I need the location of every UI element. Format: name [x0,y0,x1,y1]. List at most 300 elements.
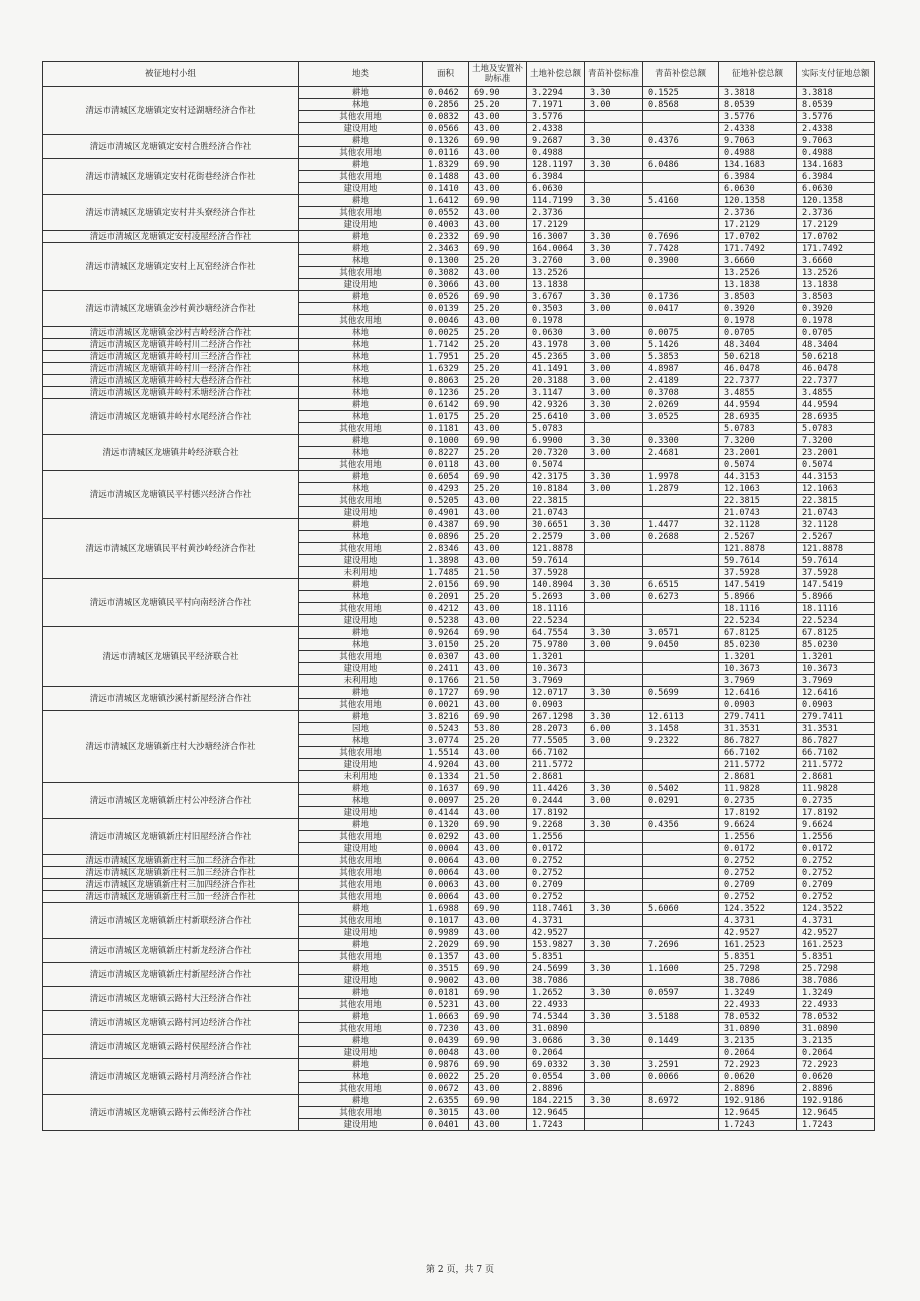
crop-standard-cell: 3.30 [585,1035,643,1047]
compensation-total-cell: 0.0172 [719,843,797,855]
land-standard-cell: 43.00 [469,543,527,555]
land-type-cell: 耕地 [299,783,423,795]
crop-standard-cell: 3.30 [585,963,643,975]
land-standard-cell: 43.00 [469,831,527,843]
land-type-cell: 耕地 [299,435,423,447]
crop-total-cell: 9.0450 [643,639,719,651]
crop-total-cell: 0.0291 [643,795,719,807]
crop-total-cell: 3.0525 [643,411,719,423]
area-cell: 0.0401 [423,1119,469,1131]
land-standard-cell: 43.00 [469,171,527,183]
area-cell: 0.1727 [423,687,469,699]
compensation-total-cell: 161.2523 [719,939,797,951]
actual-paid-cell: 31.3531 [797,723,875,735]
crop-total-cell [643,843,719,855]
land-type-cell: 耕地 [299,195,423,207]
area-cell: 1.8329 [423,159,469,171]
actual-paid-cell: 78.0532 [797,1011,875,1023]
village-group-cell: 清远市清城区龙塘镇井岭村水尾经济合作社 [43,399,299,435]
crop-total-cell [643,315,719,327]
actual-paid-cell: 3.5776 [797,111,875,123]
area-cell: 0.2411 [423,663,469,675]
table-row [43,339,875,351]
actual-paid-cell: 3.4855 [797,387,875,399]
crop-standard-cell: 3.30 [585,1095,643,1107]
land-total-cell: 6.3984 [527,171,585,183]
area-cell: 0.4212 [423,603,469,615]
crop-standard-cell [585,1047,643,1059]
compensation-total-cell: 1.3201 [719,651,797,663]
crop-standard-cell: 3.30 [585,579,643,591]
area-cell: 0.5231 [423,999,469,1011]
land-total-cell: 0.2064 [527,1047,585,1059]
area-cell: 0.1357 [423,951,469,963]
crop-standard-cell [585,171,643,183]
area-cell: 2.8346 [423,543,469,555]
land-total-cell: 7.1971 [527,99,585,111]
land-total-cell: 140.8904 [527,579,585,591]
land-total-cell: 4.3731 [527,915,585,927]
actual-paid-cell: 31.0890 [797,1023,875,1035]
land-type-cell: 耕地 [299,987,423,999]
land-total-cell: 42.9326 [527,399,585,411]
table-row [43,387,875,399]
area-cell: 0.7230 [423,1023,469,1035]
actual-paid-cell: 86.7827 [797,735,875,747]
crop-standard-cell [585,699,643,711]
compensation-total-cell: 3.4855 [719,387,797,399]
land-type-cell: 耕地 [299,627,423,639]
area-cell: 0.4144 [423,807,469,819]
compensation-total-cell: 279.7411 [719,711,797,723]
area-cell: 0.0307 [423,651,469,663]
land-type-cell: 林地 [299,639,423,651]
crop-total-cell [643,1119,719,1131]
land-total-cell: 30.6651 [527,519,585,531]
land-type-cell: 耕地 [299,231,423,243]
village-group-cell: 清远市清城区龙塘镇井岭村川二经济合作社 [43,339,299,351]
crop-standard-cell [585,423,643,435]
crop-standard-cell: 3.30 [585,159,643,171]
actual-paid-cell: 32.1128 [797,519,875,531]
crop-standard-cell [585,111,643,123]
land-type-cell: 其他农用地 [299,1023,423,1035]
village-group-cell: 清远市清城区龙塘镇定安村上瓦窑经济合作社 [43,243,299,291]
crop-total-cell: 0.3300 [643,435,719,447]
crop-standard-cell [585,975,643,987]
land-total-cell: 59.7614 [527,555,585,567]
land-standard-cell: 43.00 [469,603,527,615]
area-cell: 0.0116 [423,147,469,159]
crop-standard-cell: 3.00 [585,639,643,651]
crop-total-cell [643,267,719,279]
actual-paid-cell: 17.0702 [797,231,875,243]
land-type-cell: 未利用地 [299,675,423,687]
crop-total-cell: 7.7428 [643,243,719,255]
crop-standard-cell [585,663,643,675]
header-village-group: 被征地村小组 [43,62,299,87]
land-type-cell: 耕地 [299,939,423,951]
crop-total-cell [643,759,719,771]
land-type-cell: 林地 [299,375,423,387]
area-cell: 0.4293 [423,483,469,495]
table-row [43,903,875,915]
land-standard-cell: 43.00 [469,879,527,891]
crop-standard-cell: 3.00 [585,735,643,747]
land-type-cell: 其他农用地 [299,855,423,867]
actual-paid-cell: 17.8192 [797,807,875,819]
land-standard-cell: 69.90 [469,627,527,639]
land-total-cell: 2.8681 [527,771,585,783]
village-group-cell: 清远市清城区龙塘镇云路村大汪经济合作社 [43,987,299,1011]
actual-paid-cell: 1.3249 [797,987,875,999]
land-type-cell: 建设用地 [299,843,423,855]
land-standard-cell: 43.00 [469,123,527,135]
actual-paid-cell: 3.2135 [797,1035,875,1047]
crop-standard-cell [585,267,643,279]
compensation-total-cell: 25.7298 [719,963,797,975]
actual-paid-cell: 2.4338 [797,123,875,135]
land-standard-cell: 43.00 [469,975,527,987]
village-group-cell: 清远市清城区龙塘镇定安村凌屋经济合作社 [43,231,299,243]
crop-standard-cell: 3.30 [585,135,643,147]
land-standard-cell: 43.00 [469,1119,527,1131]
crop-standard-cell: 3.00 [585,387,643,399]
table-row [43,291,875,303]
actual-paid-cell: 38.7086 [797,975,875,987]
land-total-cell: 121.8878 [527,543,585,555]
area-cell: 0.5238 [423,615,469,627]
land-type-cell: 耕地 [299,1035,423,1047]
crop-total-cell: 5.4160 [643,195,719,207]
land-type-cell: 其他农用地 [299,423,423,435]
area-cell: 0.1236 [423,387,469,399]
land-type-cell: 其他农用地 [299,111,423,123]
land-standard-cell: 43.00 [469,459,527,471]
table-row [43,867,875,879]
crop-total-cell [643,663,719,675]
area-cell: 0.3015 [423,1107,469,1119]
compensation-total-cell: 0.2064 [719,1047,797,1059]
land-standard-cell: 69.90 [469,471,527,483]
table-row [43,471,875,483]
land-standard-cell: 69.90 [469,1059,527,1071]
crop-total-cell [643,219,719,231]
compensation-total-cell: 12.9645 [719,1107,797,1119]
compensation-total-cell: 7.3200 [719,435,797,447]
actual-paid-cell: 0.1978 [797,315,875,327]
compensation-total-cell: 22.3815 [719,495,797,507]
land-type-cell: 林地 [299,531,423,543]
compensation-total-cell: 72.2923 [719,1059,797,1071]
land-type-cell: 林地 [299,795,423,807]
land-type-cell: 林地 [299,1071,423,1083]
land-standard-cell: 43.00 [469,423,527,435]
crop-total-cell [643,207,719,219]
crop-standard-cell [585,279,643,291]
actual-paid-cell: 12.9645 [797,1107,875,1119]
crop-standard-cell [585,915,643,927]
area-cell: 1.5514 [423,747,469,759]
land-type-cell: 其他农用地 [299,915,423,927]
actual-paid-cell: 171.7492 [797,243,875,255]
compensation-total-cell: 8.0539 [719,99,797,111]
land-total-cell: 16.3007 [527,231,585,243]
actual-paid-cell: 120.1358 [797,195,875,207]
crop-standard-cell [585,615,643,627]
land-type-cell: 建设用地 [299,123,423,135]
land-type-cell: 建设用地 [299,663,423,675]
crop-standard-cell: 3.30 [585,1011,643,1023]
area-cell: 0.9002 [423,975,469,987]
village-group-cell: 清远市清城区龙塘镇新庄村新联经济合作社 [43,903,299,939]
compensation-total-cell: 124.3522 [719,903,797,915]
land-standard-cell: 43.00 [469,927,527,939]
crop-standard-cell [585,147,643,159]
land-standard-cell: 69.90 [469,1035,527,1047]
land-standard-cell: 25.20 [469,447,527,459]
area-cell: 3.0150 [423,639,469,651]
crop-standard-cell [585,759,643,771]
area-cell: 0.4901 [423,507,469,519]
table-row [43,87,875,99]
land-total-cell: 2.2579 [527,531,585,543]
crop-standard-cell: 3.30 [585,435,643,447]
land-type-cell: 其他农用地 [299,747,423,759]
crop-standard-cell [585,123,643,135]
actual-paid-cell: 10.3673 [797,663,875,675]
area-cell: 0.1766 [423,675,469,687]
area-cell: 4.9204 [423,759,469,771]
crop-standard-cell: 3.00 [585,483,643,495]
actual-paid-cell: 0.2752 [797,891,875,903]
compensation-total-cell: 0.4988 [719,147,797,159]
compensation-total-cell: 2.5267 [719,531,797,543]
land-total-cell: 3.6767 [527,291,585,303]
land-total-cell: 3.0686 [527,1035,585,1047]
actual-paid-cell: 279.7411 [797,711,875,723]
compensation-total-cell: 0.0620 [719,1071,797,1083]
compensation-total-cell: 13.1838 [719,279,797,291]
compensation-total-cell: 5.8966 [719,591,797,603]
table-row [43,363,875,375]
crop-total-cell: 6.6515 [643,579,719,591]
crop-total-cell [643,867,719,879]
crop-standard-cell: 3.00 [585,411,643,423]
compensation-total-cell: 134.1683 [719,159,797,171]
land-standard-cell: 69.90 [469,195,527,207]
crop-standard-cell [585,1083,643,1095]
land-type-cell: 耕地 [299,579,423,591]
land-standard-cell: 43.00 [469,147,527,159]
area-cell: 3.8216 [423,711,469,723]
land-type-cell: 耕地 [299,903,423,915]
compensation-total-cell: 192.9186 [719,1095,797,1107]
area-cell: 0.0896 [423,531,469,543]
crop-total-cell: 1.9978 [643,471,719,483]
table-row [43,1059,875,1071]
land-type-cell: 林地 [299,387,423,399]
land-total-cell: 184.2215 [527,1095,585,1107]
land-type-cell: 耕地 [299,471,423,483]
compensation-total-cell: 13.2526 [719,267,797,279]
actual-paid-cell: 0.2735 [797,795,875,807]
land-total-cell: 42.9527 [527,927,585,939]
land-standard-cell: 21.50 [469,675,527,687]
land-type-cell: 林地 [299,327,423,339]
area-cell: 0.3515 [423,963,469,975]
crop-total-cell: 0.0075 [643,327,719,339]
crop-standard-cell: 3.00 [585,1071,643,1083]
land-standard-cell: 69.90 [469,87,527,99]
crop-total-cell [643,1023,719,1035]
compensation-total-cell: 0.2709 [719,879,797,891]
compensation-total-cell: 0.0705 [719,327,797,339]
actual-paid-cell: 72.2923 [797,1059,875,1071]
crop-total-cell: 0.0597 [643,987,719,999]
land-type-cell: 耕地 [299,399,423,411]
actual-paid-cell: 11.9828 [797,783,875,795]
land-type-cell: 耕地 [299,87,423,99]
area-cell: 0.4003 [423,219,469,231]
header-land-type: 地类 [299,62,423,87]
land-type-cell: 林地 [299,411,423,423]
area-cell: 0.0021 [423,699,469,711]
area-cell: 2.6355 [423,1095,469,1107]
compensation-total-cell: 32.1128 [719,519,797,531]
land-type-cell: 未利用地 [299,771,423,783]
land-standard-cell: 43.00 [469,315,527,327]
compensation-total-cell: 1.3249 [719,987,797,999]
compensation-total-cell: 50.6218 [719,351,797,363]
crop-standard-cell: 3.00 [585,591,643,603]
land-total-cell: 28.2073 [527,723,585,735]
compensation-total-cell: 22.5234 [719,615,797,627]
village-group-cell: 清远市清城区龙塘镇民平村向南经济合作社 [43,579,299,627]
compensation-total-cell: 0.2735 [719,795,797,807]
compensation-table-container [42,61,874,1131]
crop-total-cell [643,543,719,555]
crop-total-cell: 0.3708 [643,387,719,399]
land-standard-cell: 69.90 [469,819,527,831]
land-standard-cell: 43.00 [469,1083,527,1095]
land-type-cell: 林地 [299,351,423,363]
land-total-cell: 1.2652 [527,987,585,999]
land-type-cell: 其他农用地 [299,891,423,903]
actual-paid-cell: 0.4988 [797,147,875,159]
land-total-cell: 41.1491 [527,363,585,375]
land-total-cell: 17.2129 [527,219,585,231]
village-group-cell: 清远市清城区龙塘镇云路村河边经济合作社 [43,1011,299,1035]
crop-total-cell [643,123,719,135]
compensation-total-cell: 9.6624 [719,819,797,831]
crop-standard-cell [585,831,643,843]
compensation-total-cell: 28.6935 [719,411,797,423]
crop-total-cell [643,555,719,567]
land-standard-cell: 43.00 [469,699,527,711]
actual-paid-cell: 124.3522 [797,903,875,915]
header-crop-standard: 青苗补偿标准 [585,62,643,87]
land-total-cell: 3.7969 [527,675,585,687]
land-standard-cell: 69.90 [469,231,527,243]
actual-paid-cell: 22.3815 [797,495,875,507]
crop-total-cell [643,279,719,291]
village-group-cell: 清远市清城区龙塘镇新庄村三加二经济合作社 [43,855,299,867]
land-standard-cell: 25.20 [469,483,527,495]
land-type-cell: 其他农用地 [299,867,423,879]
land-standard-cell: 69.90 [469,687,527,699]
land-total-cell: 0.2752 [527,867,585,879]
crop-standard-cell [585,771,643,783]
area-cell: 0.0022 [423,1071,469,1083]
actual-paid-cell: 0.2752 [797,867,875,879]
compensation-total-cell: 67.8125 [719,627,797,639]
land-type-cell: 林地 [299,99,423,111]
actual-paid-cell: 37.5928 [797,567,875,579]
actual-paid-cell: 42.9527 [797,927,875,939]
land-standard-cell: 43.00 [469,843,527,855]
crop-standard-cell: 3.30 [585,627,643,639]
actual-paid-cell: 18.1116 [797,603,875,615]
crop-standard-cell [585,207,643,219]
land-standard-cell: 21.50 [469,771,527,783]
actual-paid-cell: 1.7243 [797,1119,875,1131]
compensation-total-cell: 18.1116 [719,603,797,615]
land-type-cell: 其他农用地 [299,543,423,555]
area-cell: 1.0175 [423,411,469,423]
area-cell: 0.9876 [423,1059,469,1071]
area-cell: 0.9264 [423,627,469,639]
crop-total-cell: 0.5699 [643,687,719,699]
land-type-cell: 耕地 [299,963,423,975]
area-cell: 0.0832 [423,111,469,123]
land-type-cell: 其他农用地 [299,951,423,963]
actual-paid-cell: 0.3920 [797,303,875,315]
land-standard-cell: 25.20 [469,375,527,387]
land-type-cell: 其他农用地 [299,831,423,843]
area-cell: 2.0156 [423,579,469,591]
actual-paid-cell: 25.7298 [797,963,875,975]
land-total-cell: 3.2760 [527,255,585,267]
land-standard-cell: 25.20 [469,735,527,747]
actual-paid-cell: 22.5234 [797,615,875,627]
crop-total-cell [643,111,719,123]
actual-paid-cell: 9.7063 [797,135,875,147]
compensation-total-cell: 9.7063 [719,135,797,147]
crop-standard-cell [585,999,643,1011]
land-type-cell: 耕地 [299,687,423,699]
land-standard-cell: 43.00 [469,747,527,759]
actual-paid-cell: 121.8878 [797,543,875,555]
land-total-cell: 5.2693 [527,591,585,603]
land-standard-cell: 69.90 [469,783,527,795]
crop-standard-cell: 3.30 [585,399,643,411]
crop-standard-cell [585,1119,643,1131]
actual-paid-cell: 3.8503 [797,291,875,303]
land-standard-cell: 43.00 [469,279,527,291]
land-total-cell: 3.2294 [527,87,585,99]
table-row [43,819,875,831]
land-total-cell: 22.5234 [527,615,585,627]
area-cell: 0.1637 [423,783,469,795]
crop-standard-cell [585,1023,643,1035]
land-type-cell: 林地 [299,363,423,375]
compensation-total-cell: 5.0783 [719,423,797,435]
header-compensation-total: 征地补偿总额 [719,62,797,87]
land-standard-cell: 69.90 [469,1095,527,1107]
crop-total-cell: 4.8987 [643,363,719,375]
crop-standard-cell: 6.00 [585,723,643,735]
